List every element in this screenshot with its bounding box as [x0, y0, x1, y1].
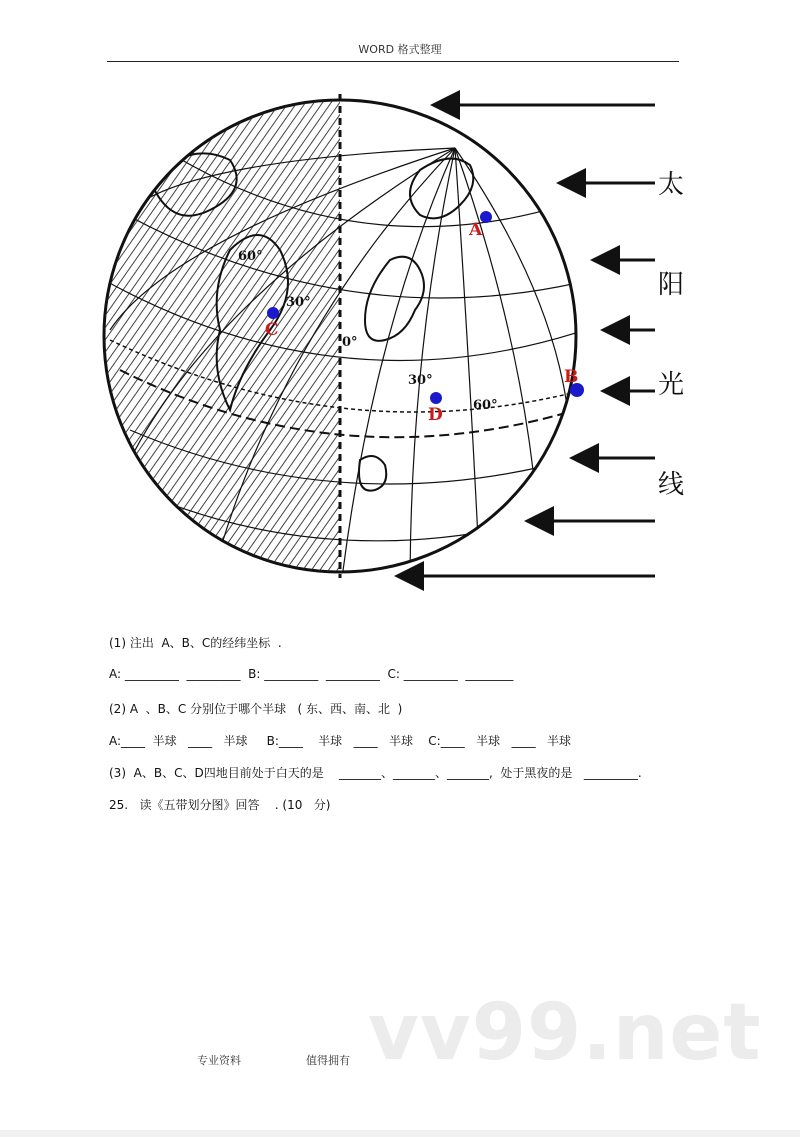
question-1-blanks[interactable]: A: _________ _________ B: _________ _________ C: _________ ________ [109, 667, 514, 681]
point-d-label: D [428, 405, 443, 425]
question-3[interactable]: (3) A、B、C、D四地目前处于白天的是 _______、_______、_______, 处于黑夜的是 _________. [109, 766, 642, 780]
sunlight-label-char: 阳 [658, 270, 685, 300]
globe-figure [90, 80, 710, 595]
label-30-right: 30° [408, 373, 433, 388]
sunlight-label-char: 线 [658, 470, 685, 500]
question-2-blanks[interactable]: A:____ 半球 ____ 半球 B:____ 半球 ____ 半球 C:____ 半球 ____ 半球 [109, 734, 572, 748]
page-header: WORD 格式整理 [358, 43, 442, 56]
label-60-left: 60° [238, 249, 263, 264]
night-side-hatching [90, 80, 340, 595]
question-2: (2) A 、B、C 分别位于哪个半球 ( 东、西、南、北 ) [109, 702, 403, 716]
watermark: vv99.net [368, 988, 762, 1078]
point-b-label: B [564, 367, 579, 387]
question-1: (1) 注出 A、B、C的经纬坐标 . [109, 636, 282, 650]
footer-left: 专业资料 [197, 1054, 241, 1067]
point-d-marker [430, 392, 442, 404]
label-0: 0° [342, 335, 358, 350]
label-60-right: 60° [473, 398, 498, 413]
label-30-left: 30° [286, 295, 311, 310]
question-25: 25. 读《五带划分图》回答 . (10 分) [109, 798, 331, 812]
header-rule [107, 61, 679, 62]
footer-right: 值得拥有 [306, 1054, 350, 1067]
point-c-marker [267, 307, 279, 319]
point-a-label: A [469, 220, 483, 240]
sunlight-label-char: 光 [658, 370, 685, 400]
point-c-label: C [265, 320, 279, 340]
sunlight-label-char: 太 [658, 170, 685, 200]
